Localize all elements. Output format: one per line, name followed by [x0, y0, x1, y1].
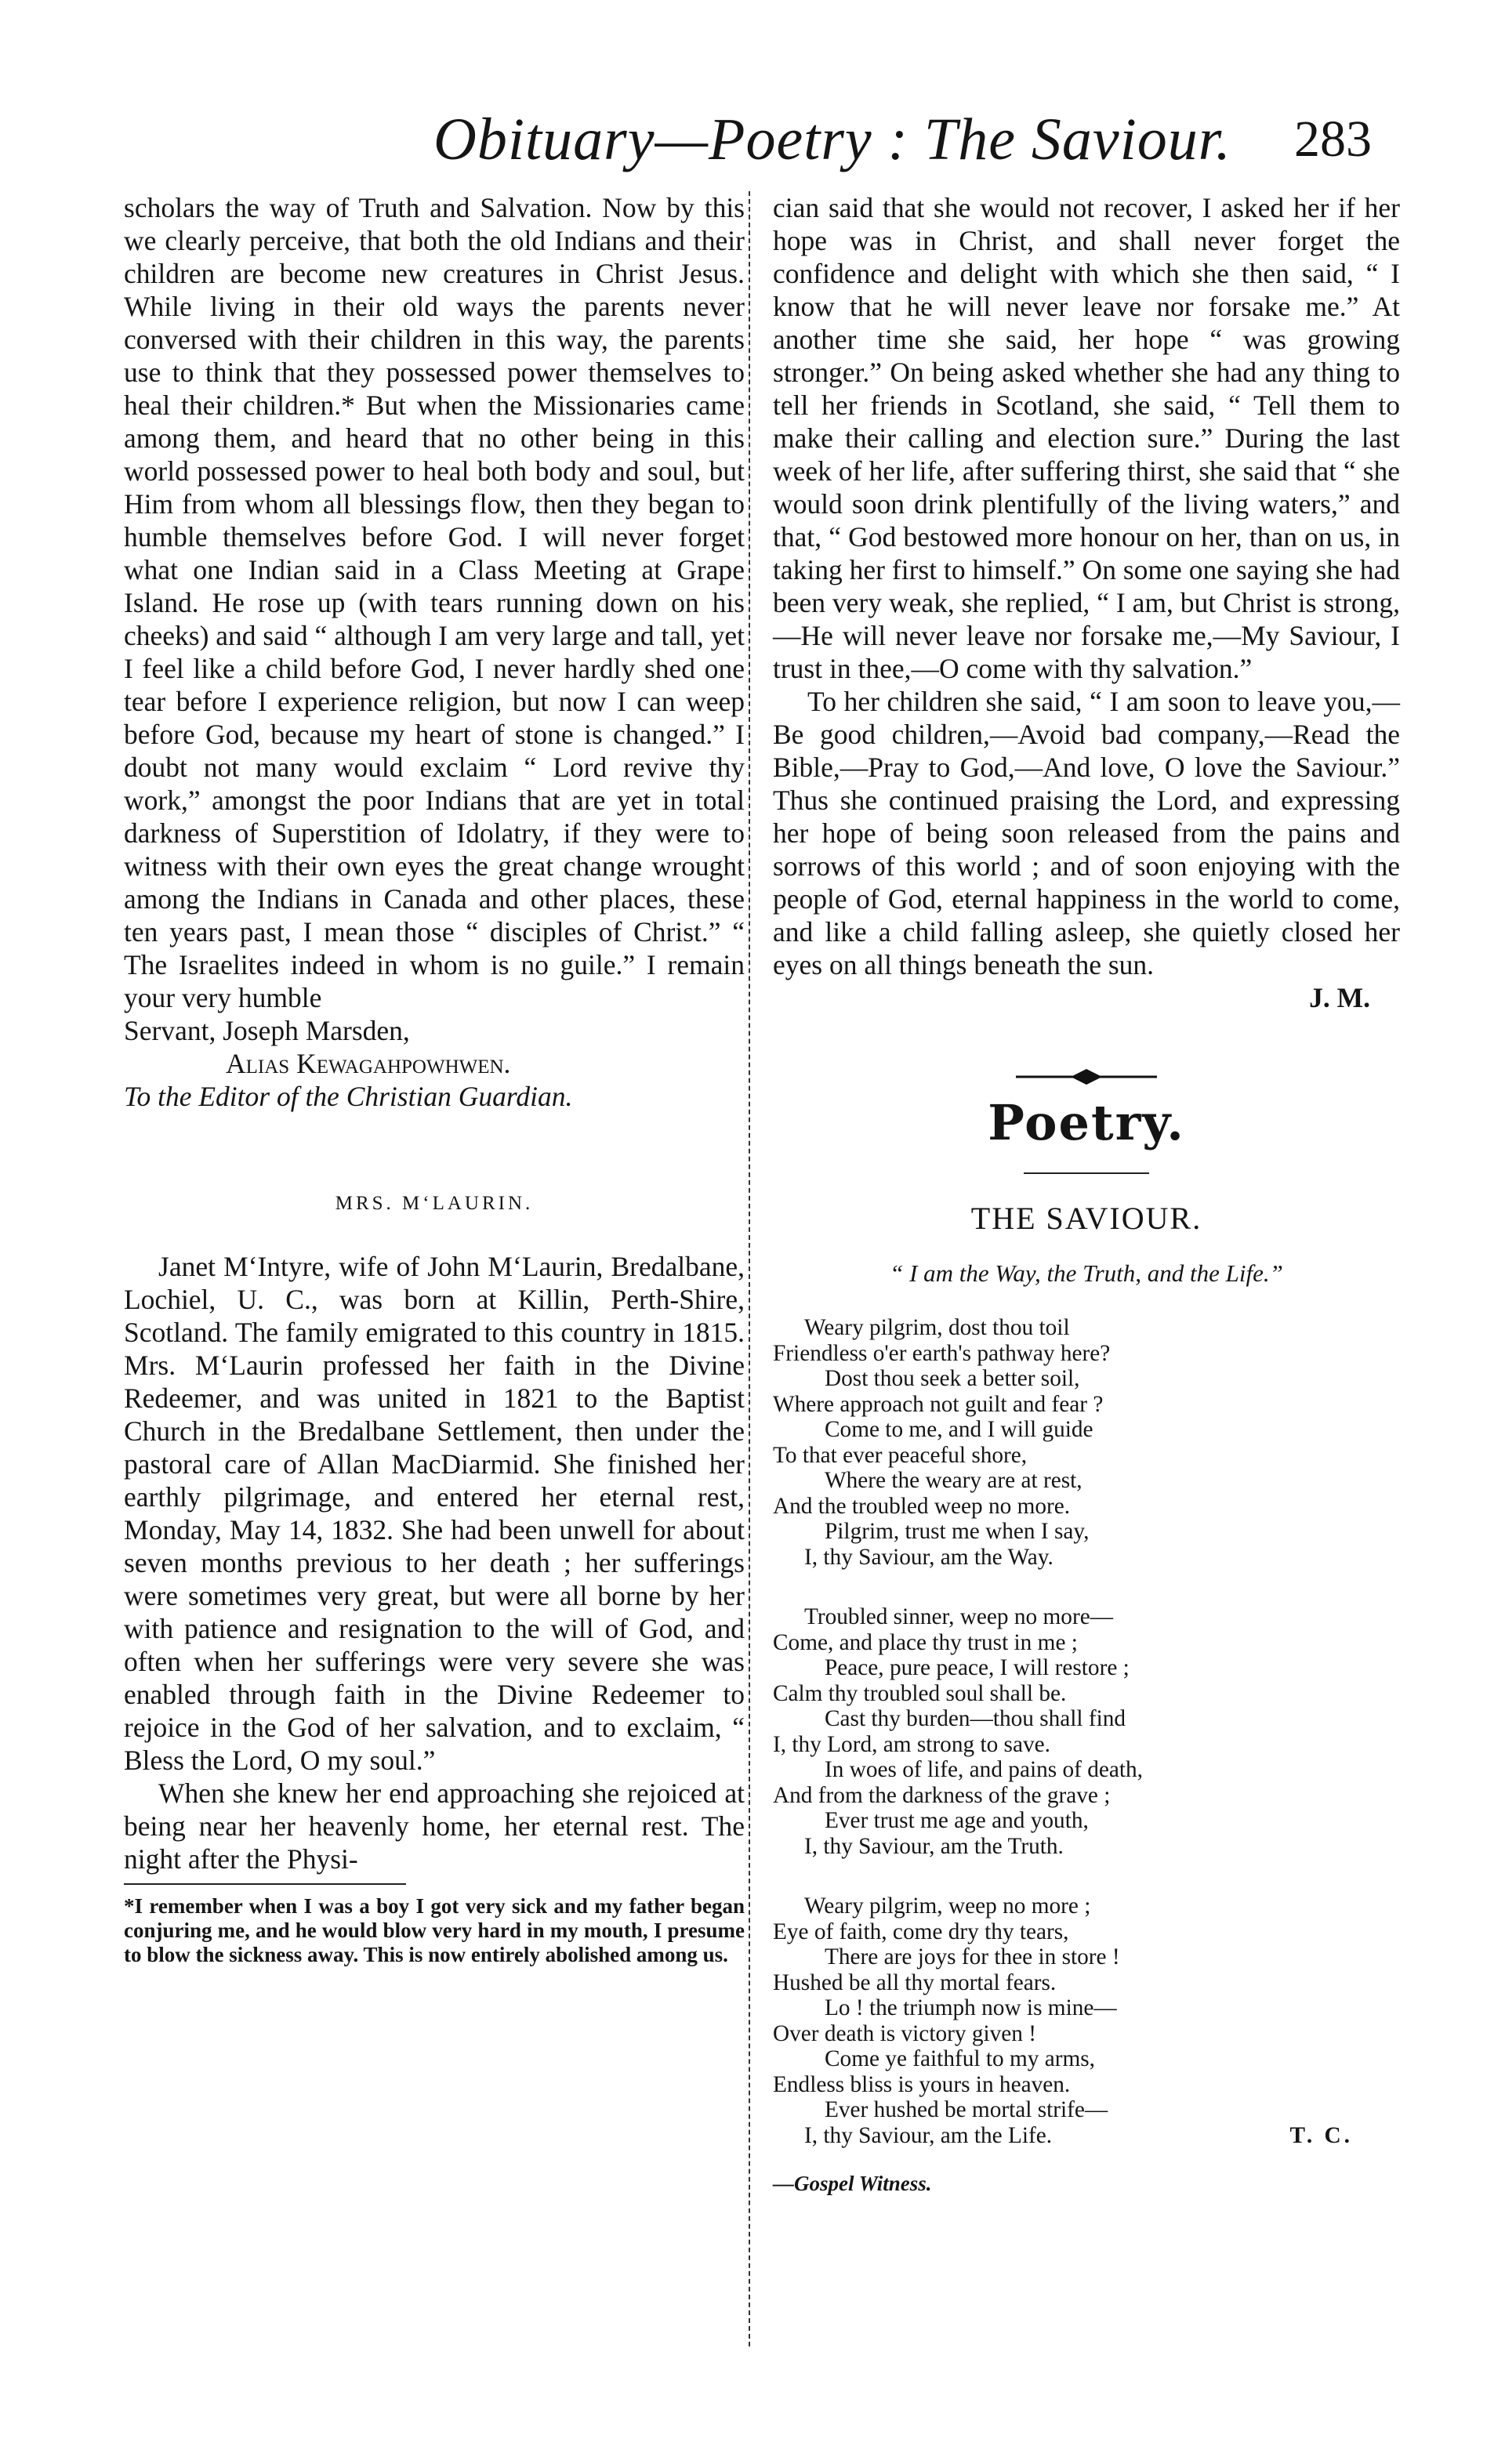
poem-line: Friendless o'er earth's pathway here?: [773, 1340, 1111, 1366]
poem-source: —Gospel Witness.: [773, 2172, 932, 2195]
poem-line: I, thy Saviour, am the Truth.: [804, 1833, 1064, 1859]
poem-line: Endless bliss is yours in heaven.: [773, 2071, 1071, 2097]
poem-line: And the troubled weep no more.: [773, 1493, 1071, 1519]
poem-line: To that ever peaceful shore,: [773, 1442, 1028, 1468]
footnote-divider: [124, 1883, 406, 1885]
poem-line: Ever trust me age and youth,: [825, 1808, 1089, 1833]
poem-line: Weary pilgrim, dost thou toil: [804, 1315, 1070, 1340]
poem-title: THE SAVIOUR.: [970, 1201, 1202, 1236]
poem-line: Lo ! the triumph now is mine—: [825, 1995, 1117, 2020]
poem-line: Calm thy troubled soul shall be.: [773, 1680, 1067, 1706]
obituary-paragraph: Janet M‘Intyre, wife of John M‘Laurin, Bredalbane, Lochiel, U. C., was born at Killin, Perth-Shire, Scotland. The family emigrated to this country in 1815. Mrs. M‘Laurin professed her faith in the Divine Redeemer, and was united in 1821 to the Baptist Church in the Bredalbane Settlement, then under the pastoral care of Allan MacDiarmid. She finished her earthly pilgrimage, and entered her eternal rest, Monday, May 14, 1832. She had been unwell for about seven months previous to her death ; her sufferings were sometimes very great, but were all borne by her with patience and resignation to the will of God, and often when her sufferings were very severe she was enabled through faith in the Divine Redeemer to rejoice in the God of her salvation, and to exclaim, “ Bless the Lord, O my soul.”: [124, 1251, 745, 1776]
poem-line: Troubled sinner, weep no more—: [804, 1604, 1114, 1629]
poetry-heading: Poetry.: [988, 1094, 1185, 1151]
obituary-initials: J. M.: [1309, 982, 1370, 1013]
poem-line: Where approach not guilt and fear ?: [773, 1391, 1104, 1417]
column-divider: [749, 191, 750, 2346]
poem-line: There are joys for thee in store !: [825, 1944, 1120, 1969]
poem-line: I, thy Lord, am strong to save.: [773, 1731, 1050, 1757]
poem-line: Where the weary are at rest,: [825, 1468, 1083, 1493]
poem-line: Weary pilgrim, weep no more ;: [804, 1893, 1091, 1919]
poem-line: In woes of life, and pains of death,: [825, 1757, 1143, 1782]
poem-stanza: [773, 1315, 1400, 1570]
right-column: [773, 191, 1400, 2200]
poem-line: Hushed be all thy mortal fears.: [773, 1969, 1057, 1995]
left-column: [124, 191, 745, 1967]
poem-line: Cast thy burden—thou shall find: [825, 1706, 1126, 1731]
poem-author-initials: T. C.: [1289, 2122, 1353, 2148]
children-paragraph: To her children she said, “ I am soon to leave you,—Be good children,—Avoid bad company,—Read the Bible,—Pray to God,—And love, O love the Saviour.” Thus she continued praising the Lord, and expressing her hope of being soon released from the pains and sorrows of this world ; and of soon enjoying with the people of God, eternal happiness in the world to come, and like a child falling asleep, she quietly closed her eyes on all things beneath the sun.: [773, 686, 1400, 980]
heading-rule: [1024, 1172, 1149, 1174]
poem-stanza: [773, 1604, 1400, 1859]
letter-paragraph: scholars the way of Truth and Salvation. Now by this we clearly perceive, that both the old Indians and their children are become new creatures in Christ Jesus. While living in their old ways the parents never conversed with their children in this way, the parents use to think that they possessed power themselves to heal their children.* But when the Missionaries came among them, and heard that no other being in this world possessed power to heal both body and soul, but Him from whom all blessings flow, then they began to humble themselves before God. I will never forget what one Indian said in a Class Meeting at Grape Island. He rose up (with tears running down on his cheeks) and said “ although I am very large and tall, yet I feel like a child before God, I never hardly shed one tear before I experience religion, but now I can weep before God, because my heart of stone is changed.” I doubt not many would exclaim “ Lord revive thy work,” amongst the poor Indians that are yet in total darkness of Superstition of Idolatry, if they were to witness with their own eyes the great change wrought among the Indians in Canada and other places, these ten years past, I mean those “ disciples of Christ.” “ The Israelites indeed in whom is no guile.” I remain your very humble: [124, 192, 745, 1013]
ornament-icon: [1016, 1061, 1157, 1092]
poem-stanza: [773, 1893, 1400, 2148]
poem-line: Ever hushed be mortal strife—: [825, 2097, 1108, 2122]
editor-line: To the Editor of the Christian Guardian.: [124, 1081, 573, 1112]
footnote: *I remember when I was a boy I got very sick and my father began conjuring me, and he would blow very hard in my mouth, I presume to blow the sickness away. This is now entirely abolished among us.: [124, 1894, 745, 1966]
poem-line: Over death is victory given !: [773, 2020, 1036, 2046]
poem-line: Eye of faith, come dry thy tears,: [773, 1919, 1069, 1944]
poem-line: Come, and place thy trust in me ;: [773, 1629, 1078, 1655]
obituary-paragraph: When she knew her end approaching she rejoiced at being near her heavenly home, her eternal rest. The night after the Physi-: [124, 1777, 745, 1875]
obituary-continuation: cian said that she would not recover, I asked her if her hope was in Christ, and shall never forget the confidence and delight with which she then said, “ I know that he will never leave nor forsake me.” At another time she said, her hope “ was growing stronger.” On being asked whether she had any thing to tell her friends in Scotland, she said, “ Tell them to make their calling and election sure.” During the last week of her life, after suffering thirst, she said that “ she would soon drink plentifully of the living waters,” and that, “ God bestowed more honour on her, than on us, in taking her first to himself.” On some one saying she had been very weak, she replied, “ I am, but Christ is strong,—He will never leave nor forsake me,—My Saviour, I trust in thee,—O come with thy salvation.”: [773, 192, 1400, 684]
poem-epigraph: “ I am the Way, the Truth, and the Life.”: [890, 1259, 1283, 1287]
poem-line: Pilgrim, trust me when I say,: [825, 1519, 1090, 1544]
page-header: [118, 100, 1372, 179]
poem-line: I, thy Saviour, am the Way.: [804, 1544, 1054, 1570]
poem-line: Come to me, and I will guide: [825, 1417, 1093, 1442]
poem-line: And from the darkness of the grave ;: [773, 1782, 1111, 1808]
poem-line: I, thy Saviour, am the Life.: [804, 2122, 1053, 2148]
poem-line: Dost thou seek a better soil,: [825, 1366, 1080, 1391]
running-title: Obituary—Poetry : The Saviour.: [433, 107, 1231, 172]
poem-line: Peace, pure peace, I will restore ;: [825, 1655, 1130, 1680]
letter-signature: Servant, Joseph Marsden,: [124, 1015, 410, 1046]
poem-line: Come ye faithful to my arms,: [825, 2046, 1095, 2071]
obituary-title: MRS. M‘LAURIN.: [335, 1193, 534, 1214]
letter-alias: Alias Kewagahpowhwen.: [226, 1048, 511, 1079]
page-number: 283: [1294, 111, 1372, 168]
